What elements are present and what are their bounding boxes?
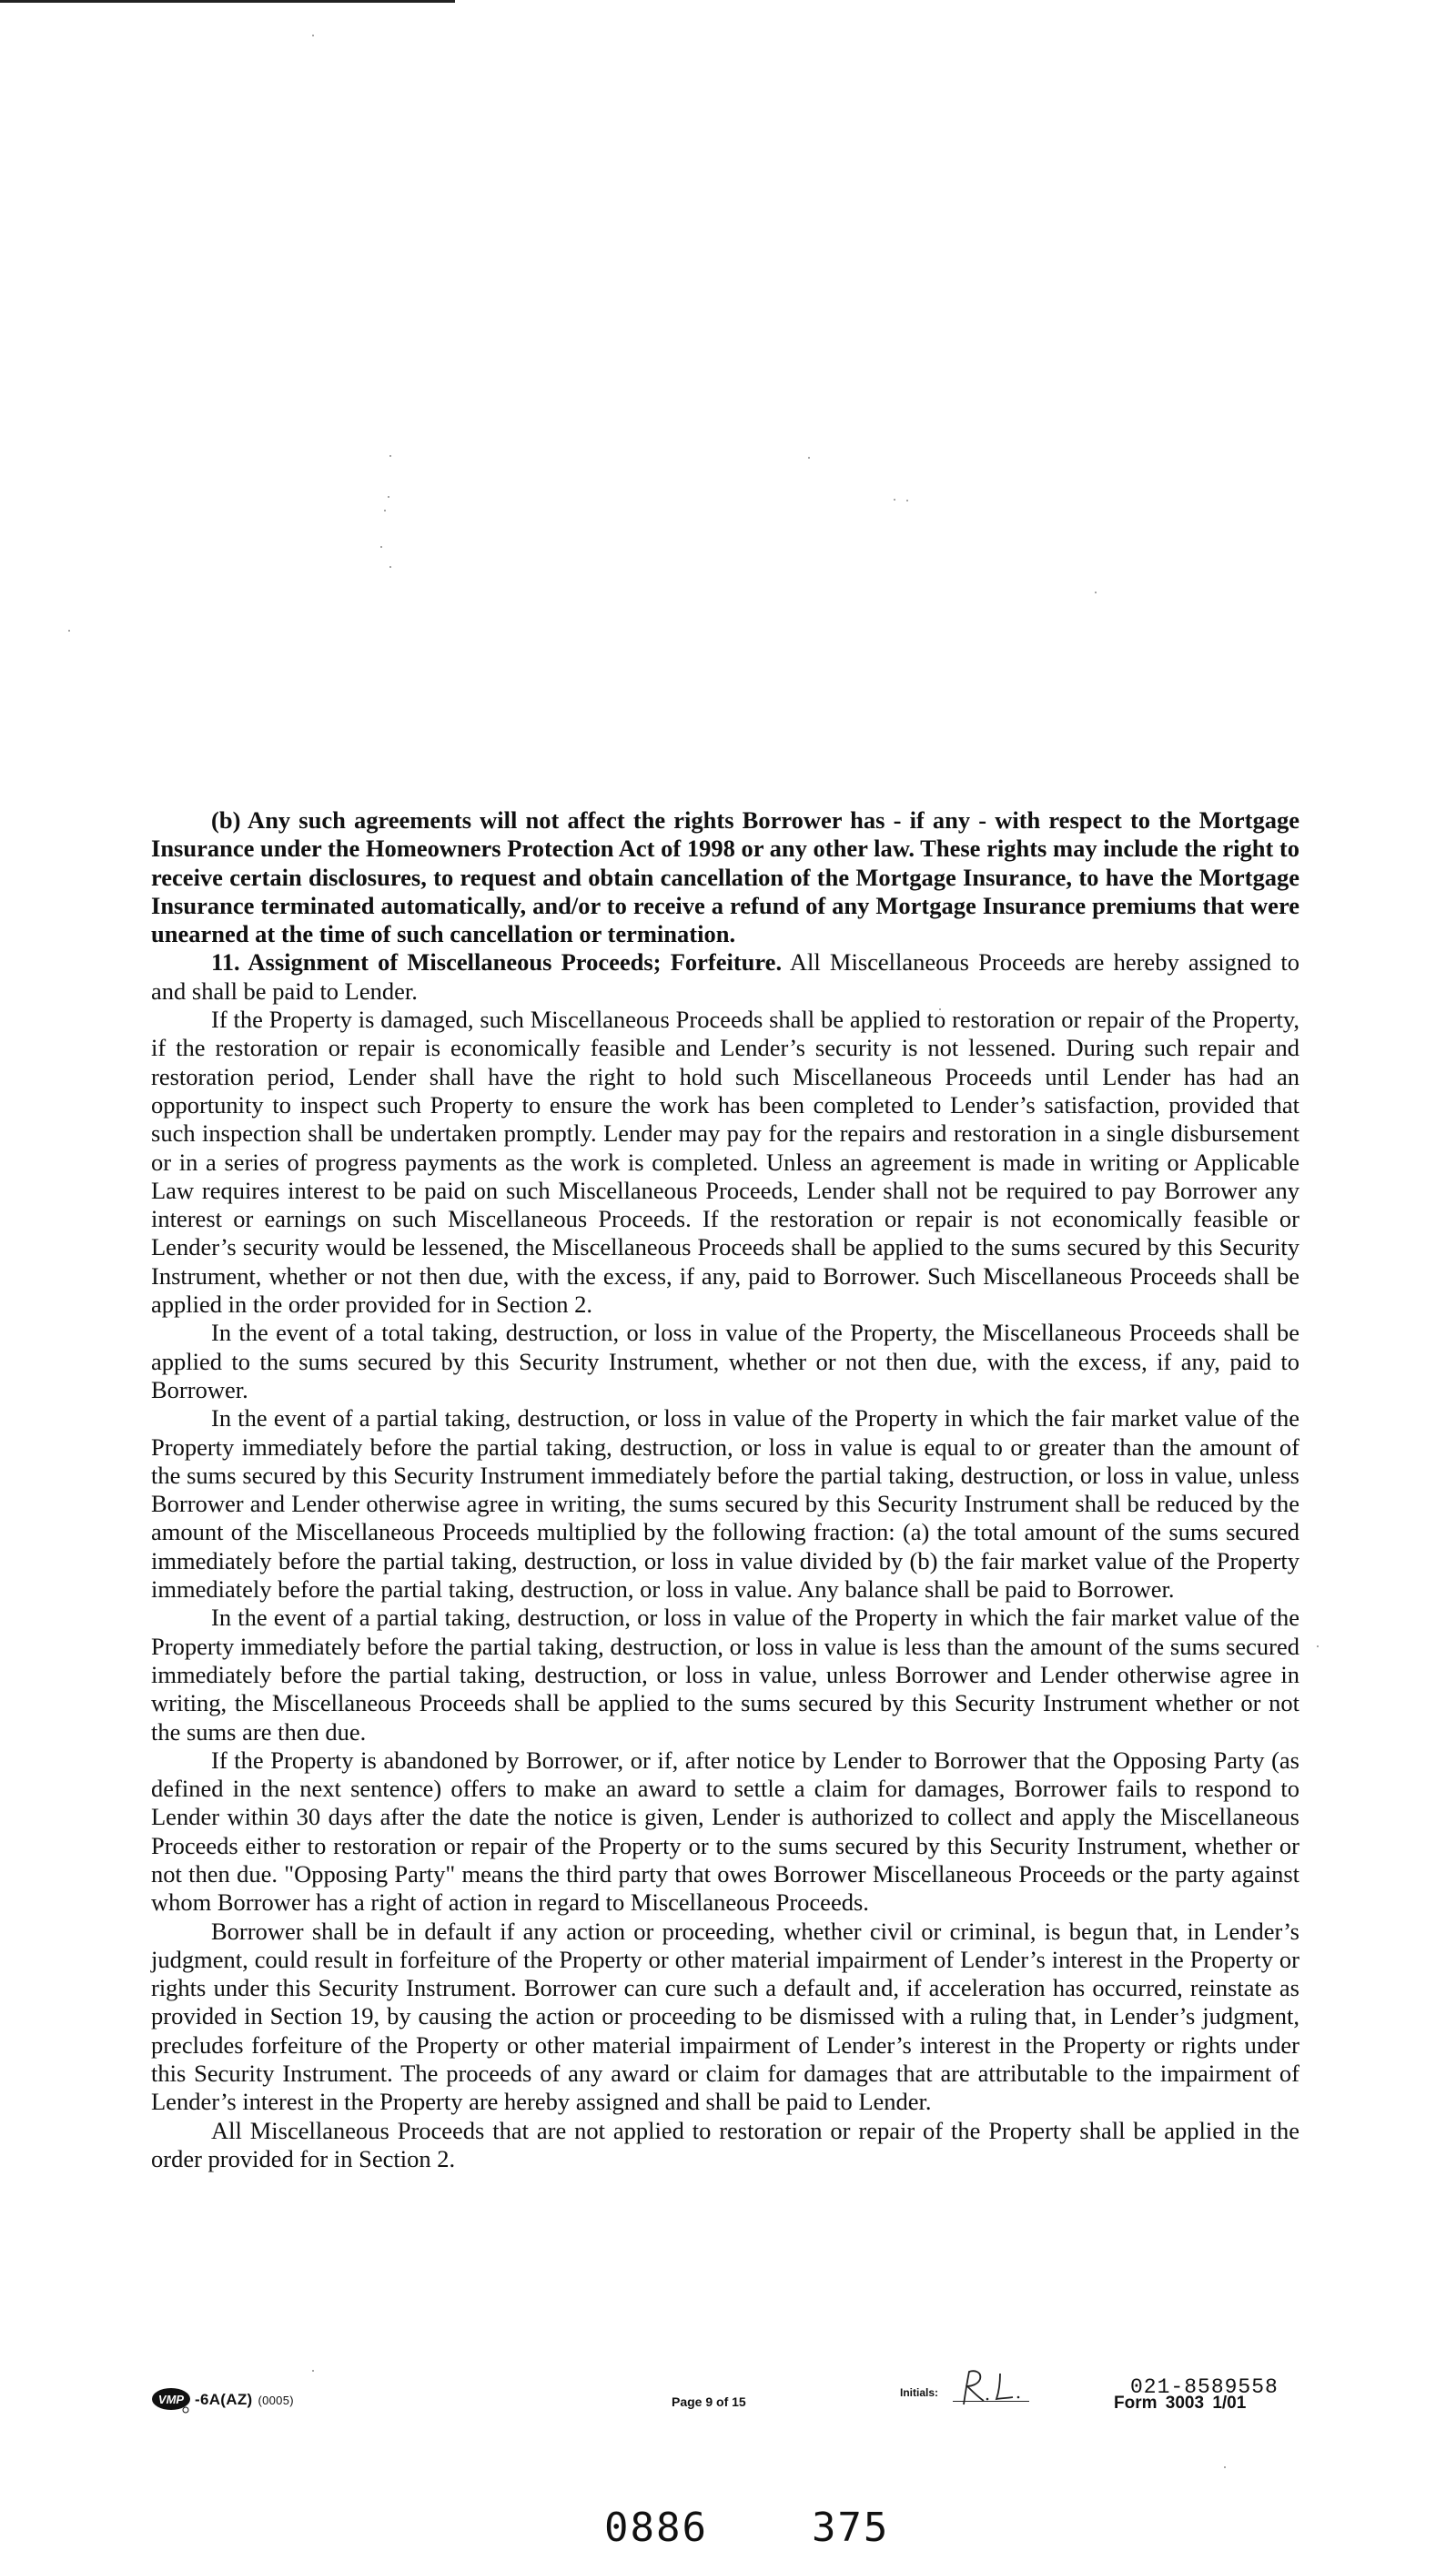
initials-label: Initials: <box>900 2386 939 2399</box>
scan-speck <box>384 510 386 511</box>
paragraph-abandonment: If the Property is abandoned by Borrower, or if, after notice by Lender to Borrower that the Opposing Party (as defined in the next sentence) offers to make an award to settle a claim for damages, Borrower fails to respond to Lender within 30 days after the date the notice is given, Lender is authorized to collect and apply the Miscellaneous Proceeds either to restoration or repair of the Property or to the sums secured by this Security Instrument, whether or not then due. "Opposing Party" means the third party that owes Borrower Miscellaneous Proceeds or the party against whom Borrower has a right of action in regard to Miscellaneous Proceeds. <box>151 1746 1299 1917</box>
scan-speck <box>1317 1645 1319 1647</box>
scan-speck <box>906 500 908 501</box>
recording-book: 0886 <box>604 2505 708 2551</box>
initials-block <box>900 2377 1046 2421</box>
paragraph-unapplied-proceeds: All Miscellaneous Proceeds that are not applied to restoration or repair of the Property shall be applied in the order provided for in Section 2. <box>151 2116 1299 2172</box>
paragraph-partial-taking-less: In the event of a partial taking, destruction, or loss in value of the Property in which the fair market value of the Property immediately before the partial taking, destruction, or loss in value is less than the amount of the sums secured immediately before the partial taking, destruction, or loss in value, unless Borrower and Lender otherwise agree in writing, the Miscellaneous Proceeds shall be applied to the sums secured by this Security Instrument whether or not the sums are then due. <box>151 1604 1299 1746</box>
scan-top-edge-line <box>0 0 455 3</box>
paragraph-b-agreements: (b) Any such agreements will not affect the rights Borrower has - if any - with respect to the Mortgage Insurance under the Homeowners Protection Act of 1998 or any other law. These rights may include the right to receive certain disclosures, to request and obtain cancellation of the Mortgage Insurance, to have the Mortgage Insurance terminated automatically, and/or to receive a refund of any Mortgage Insurance premiums that were unearned at the time of such cancellation or termination. <box>151 806 1299 948</box>
initials-signature-icon <box>956 2364 1029 2410</box>
form-code: -6A(AZ) <box>195 2391 253 2408</box>
page-number: Page 9 of 15 <box>672 2394 746 2409</box>
form-revision: (0005) <box>258 2394 294 2407</box>
recording-page: 375 <box>811 2505 890 2551</box>
section-11-text: All Miscellaneous Proceeds are hereby assigned to and shall be paid to Lender. <box>151 948 1299 1005</box>
scan-speck <box>808 457 810 459</box>
scan-speck <box>380 546 382 548</box>
vmp-logo-icon <box>151 2386 197 2414</box>
scan-speck <box>1095 592 1097 593</box>
form-number: Form 3003 1/01 <box>1114 2394 1247 2413</box>
vmp-logo-text: VMP <box>157 2393 185 2406</box>
section-11-paragraph <box>151 948 1299 1006</box>
paragraph-partial-taking-equal: In the event of a partial taking, destruction, or loss in value of the Property in which the fair market value of the Property immediately before the partial taking, destruction, or loss in value is equal to or greater than the amount of the sums secured by this Security Instrument immediately before the partial taking, destruction, or loss in value, unless Borrower and Lender otherwise agree in writing, the sums secured by this Security Instrument shall be reduced by the amount of the Miscellaneous Proceeds multiplied by the following fraction: (a) the total amount of the sums secured immediately before the partial taking, destruction, or loss in value divided by (b) the fair market value of the Property immediately before the partial taking, destruction, or loss in value. Any balance shall be paid to Borrower. <box>151 1404 1299 1604</box>
paragraph-default: Borrower shall be in default if any action or proceeding, whether civil or criminal, is begun that, in Lender’s judgment, could result in forfeiture of the Property or other material impairment of Lender’s interest in the Property or rights under this Security Instrument. Borrower can cure such a default and, if acceleration has occurred, reinstate as provided in Section 19, by causing the action or proceeding to be dismissed with a ruling that, in Lender’s judgment, precludes forfeiture of the Property or other material impairment of Lender’s interest in the Property or rights under this Security Instrument. The proceeds of any award or claim for damages that are attributable to the impairment of Lender’s interest in the Property are hereby assigned and shall be paid to Lender. <box>151 1917 1299 2116</box>
page-footer <box>0 2366 1456 2439</box>
document-body <box>151 806 1299 2173</box>
loan-number: 021-8589558 <box>1130 2375 1279 2399</box>
scan-speck <box>68 630 70 632</box>
scan-speck <box>389 455 391 457</box>
scan-speck <box>894 499 895 501</box>
scan-speck <box>389 566 391 568</box>
paragraph-damage: If the Property is damaged, such Miscellaneous Proceeds shall be applied to restoration or repair of the Property, if the restoration or repair is economically feasible and Lender’s security is not lessened. During such repair and restoration period, Lender shall have the right to hold such Miscellaneous Proceeds until Lender has had an opportunity to inspect such Property to ensure the work has been completed to Lender’s satisfaction, provided that such inspection shall be undertaken promptly. Lender may pay for the repairs and restoration in a single disbursement or in a series of progress payments as the work is completed. Unless an agreement is made in writing or Applicable Law requires interest to be paid on such Miscellaneous Proceeds, Lender shall not be required to pay Borrower any interest or earnings on such Miscellaneous Proceeds. If the restoration or repair is not economically feasible or Lender’s security would be lessened, the Miscellaneous Proceeds shall be applied to the sums secured by this Security Instrument, whether or not then due, with the excess, if any, paid to Borrower. Such Miscellaneous Proceeds shall be applied in the order provided for in Section 2. <box>151 1006 1299 1319</box>
recording-book-page <box>604 2505 889 2551</box>
scan-speck <box>388 496 389 498</box>
scan-speck <box>312 35 314 36</box>
scan-speck <box>1224 2466 1226 2468</box>
footer-form-code <box>195 2391 294 2409</box>
section-11-heading: 11. Assignment of Miscellaneous Proceeds; Forfeiture. <box>211 948 783 977</box>
paragraph-total-taking: In the event of a total taking, destruction, or loss in value of the Property, the Miscellaneous Proceeds shall be applied to the sums secured by this Security Instrument, whether or not then due, with the excess, if any, paid to Borrower. <box>151 1319 1299 1403</box>
